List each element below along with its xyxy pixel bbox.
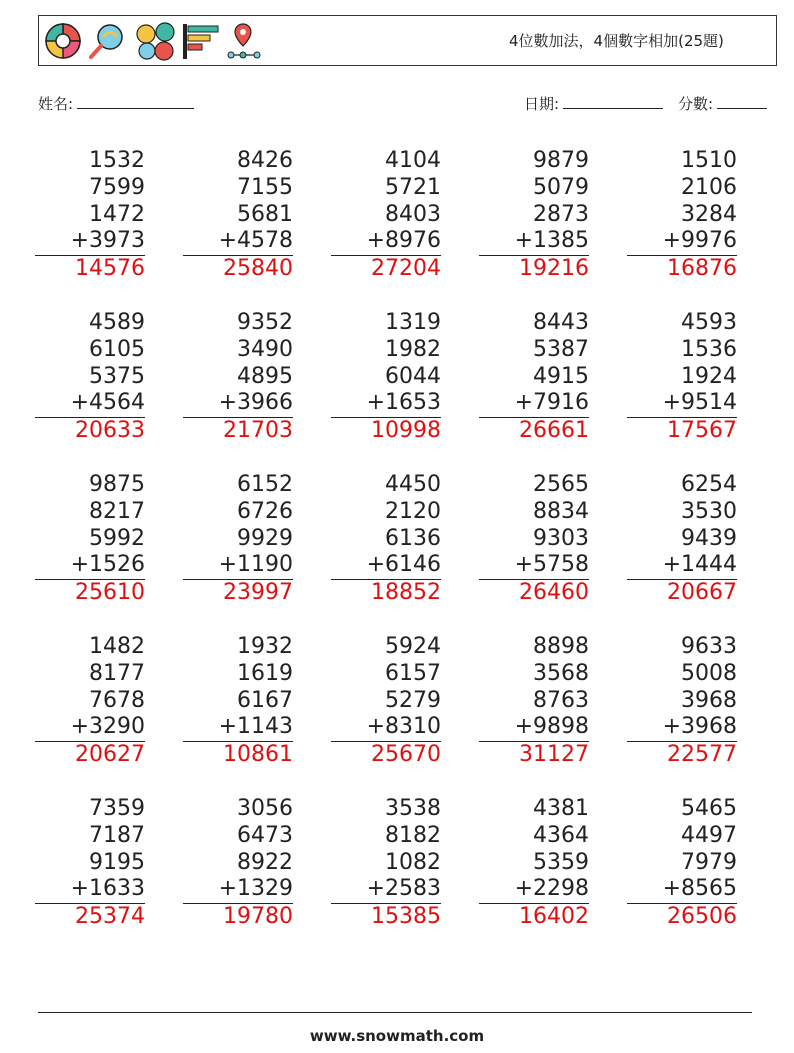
addend: 8177 [89,660,145,686]
addend-with-plus: +1385 [479,228,589,256]
addend: 6167 [237,687,293,713]
addend: 6152 [237,472,293,497]
addend-with-plus: +3968 [627,714,737,742]
addend-with-plus: +9976 [627,228,737,256]
addend-with-plus: +7916 [479,390,589,418]
addend: 1472 [89,201,145,227]
addend: 8834 [533,498,589,524]
addend: 7979 [681,849,737,875]
addend: 5079 [533,174,589,200]
addend: 1319 [385,310,441,335]
addend-with-plus: +1329 [183,876,293,904]
addend: 4915 [533,363,589,389]
addend: 2120 [385,498,441,524]
addend: 1924 [681,363,737,389]
answer: 27204 [371,256,441,282]
addend: 5992 [89,525,145,551]
answer: 21703 [223,418,293,444]
page-title: 4位數加法，4個數字相加(25題) [509,32,724,50]
problem-17 [183,634,293,770]
footer-site: www.snowmath.com [309,1027,485,1045]
addend-with-plus: +9514 [627,390,737,418]
addend: 9929 [237,525,293,551]
answer: 25610 [75,580,145,606]
addend: 3968 [681,687,737,713]
addend: 1536 [681,336,737,362]
addend: 4497 [681,822,737,848]
addend: 7187 [89,822,145,848]
addend: 2565 [533,472,589,497]
addend-with-plus: +8565 [627,876,737,904]
problem-5 [627,148,737,284]
answer: 26506 [667,904,737,930]
answer: 23997 [223,580,293,606]
addend-with-plus: +9898 [479,714,589,742]
addend-with-plus: +2583 [331,876,441,904]
name-label: 姓名: [38,95,74,113]
answer: 31127 [519,742,589,768]
addend: 6105 [89,336,145,362]
answer: 15385 [371,904,441,930]
addend: 3530 [681,498,737,524]
addend-with-plus: +4564 [35,390,145,418]
addend-with-plus: +3973 [35,228,145,256]
problem-8 [331,310,441,446]
addend: 4381 [533,796,589,821]
answer: 17567 [667,418,737,444]
problem-14 [479,472,589,608]
addend: 6473 [237,822,293,848]
problem-7 [183,310,293,446]
addend: 9633 [681,634,737,659]
addend: 4593 [681,310,737,335]
addend: 4364 [533,822,589,848]
problem-25 [627,796,737,932]
addend: 5359 [533,849,589,875]
problem-10 [627,310,737,446]
addend-with-plus: +8976 [331,228,441,256]
addend: 6254 [681,472,737,497]
answer: 10998 [371,418,441,444]
problem-21 [35,796,145,932]
addend-with-plus: +6146 [331,552,441,580]
answer: 10861 [223,742,293,768]
addend: 8443 [533,310,589,335]
addend: 4895 [237,363,293,389]
addend: 1982 [385,336,441,362]
addend: 6136 [385,525,441,551]
problem-20 [627,634,737,770]
addend: 8426 [237,148,293,173]
addend-with-plus: +1526 [35,552,145,580]
addend: 5924 [385,634,441,659]
addend: 9352 [237,310,293,335]
addend: 8898 [533,634,589,659]
answer: 19216 [519,256,589,282]
addend: 6044 [385,363,441,389]
addend: 9875 [89,472,145,497]
problem-9 [479,310,589,446]
problem-24 [479,796,589,932]
addend: 9303 [533,525,589,551]
addend: 7155 [237,174,293,200]
addend: 3056 [237,796,293,821]
score-label: 分數: [678,95,714,113]
addend-with-plus: +4578 [183,228,293,256]
answer: 14576 [75,256,145,282]
addend: 5721 [385,174,441,200]
problem-11 [35,472,145,608]
addend: 1482 [89,634,145,659]
addend-with-plus: +1143 [183,714,293,742]
answer: 20627 [75,742,145,768]
addend: 9195 [89,849,145,875]
addend: 7599 [89,174,145,200]
addend: 8763 [533,687,589,713]
addend: 3538 [385,796,441,821]
addend-with-plus: +2298 [479,876,589,904]
addend: 2106 [681,174,737,200]
addend: 7678 [89,687,145,713]
answer: 22577 [667,742,737,768]
addend: 1932 [237,634,293,659]
addend: 1619 [237,660,293,686]
problem-13 [331,472,441,608]
addend: 4104 [385,148,441,173]
addend: 5465 [681,796,737,821]
answer: 25374 [75,904,145,930]
addend: 4450 [385,472,441,497]
answer: 20667 [667,580,737,606]
answer: 20633 [75,418,145,444]
addend: 5375 [89,363,145,389]
answer: 16402 [519,904,589,930]
answer: 26661 [519,418,589,444]
answer: 25840 [223,256,293,282]
addend: 3490 [237,336,293,362]
problem-15 [627,472,737,608]
addend: 5681 [237,201,293,227]
problem-2 [183,148,293,284]
addend: 3568 [533,660,589,686]
addend-with-plus: +1653 [331,390,441,418]
answer: 26460 [519,580,589,606]
answer: 19780 [223,904,293,930]
addend: 8922 [237,849,293,875]
addend-with-plus: +5758 [479,552,589,580]
problem-22 [183,796,293,932]
addend: 6157 [385,660,441,686]
addend-with-plus: +8310 [331,714,441,742]
addend-with-plus: +3290 [35,714,145,742]
addend: 5008 [681,660,737,686]
addend: 8403 [385,201,441,227]
problem-1 [35,148,145,284]
addend: 1510 [681,148,737,173]
addend-with-plus: +1444 [627,552,737,580]
footer-divider [38,1012,752,1013]
addend: 1082 [385,849,441,875]
addend: 4589 [89,310,145,335]
addend: 3284 [681,201,737,227]
addend-with-plus: +1190 [183,552,293,580]
addend: 9879 [533,148,589,173]
problem-18 [331,634,441,770]
answer: 16876 [667,256,737,282]
addend-with-plus: +1633 [35,876,145,904]
problem-4 [479,148,589,284]
problem-6 [35,310,145,446]
problem-12 [183,472,293,608]
date-label: 日期: [524,95,560,113]
problem-19 [479,634,589,770]
problem-16 [35,634,145,770]
answer: 25670 [371,742,441,768]
addend: 9439 [681,525,737,551]
addend: 6726 [237,498,293,524]
problem-23 [331,796,441,932]
addend: 8217 [89,498,145,524]
addend: 1532 [89,148,145,173]
problem-3 [331,148,441,284]
addend: 2873 [533,201,589,227]
addend-with-plus: +3966 [183,390,293,418]
addend: 7359 [89,796,145,821]
answer: 18852 [371,580,441,606]
addend: 5387 [533,336,589,362]
addend: 5279 [385,687,441,713]
addend: 8182 [385,822,441,848]
